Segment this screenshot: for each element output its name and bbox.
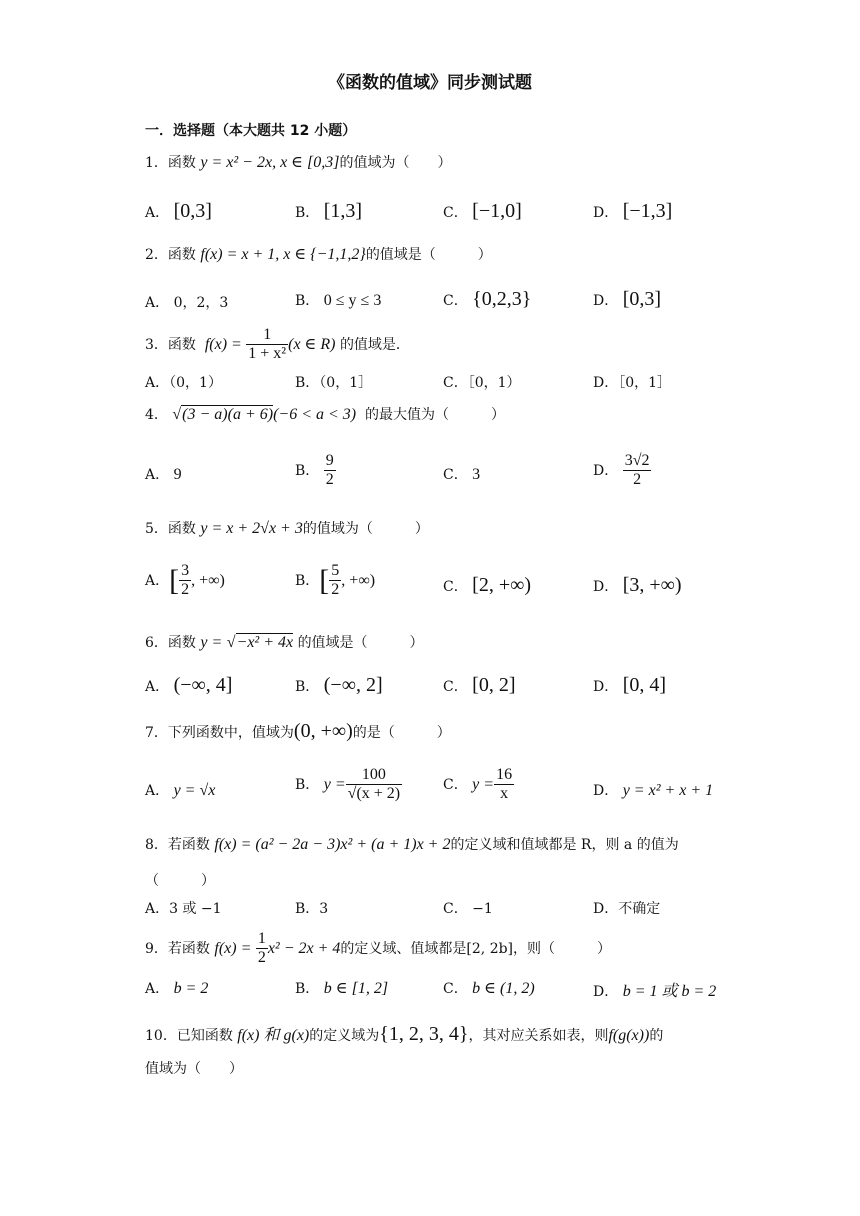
question-9-option-a: A． b = 2 <box>145 980 209 997</box>
question-6-option-b: B． (−∞, 2] <box>295 674 383 696</box>
question-9-fraction: $\frac{1}{2}$ <box>257 930 266 967</box>
question-5-option-b: B．[ $\frac{5}{2}$ , +∞) <box>295 562 376 599</box>
question-8-option-a: A．3 或 −1 <box>145 901 222 917</box>
question-4-option-b: B． $\frac{9}{2}$ <box>295 452 334 489</box>
question-9-stem: 9．若函数 f(x) = $\frac{1}{2}$ x² − 2x + 4的定义域、值域都是[2, 2b]，则（ ） <box>145 930 612 967</box>
question-5-option-c: C． [2, +∞) <box>443 574 532 596</box>
question-4-option-a: A． 9 <box>145 466 182 483</box>
question-10-stem-line2: 值域为（ ） <box>145 1061 243 1077</box>
section-heading: 一．选择题（本大题共 12 小题） <box>145 123 357 139</box>
question-4-option-d: D． $\frac{3√2}{2}$ <box>593 452 650 489</box>
question-8-formula: f(x) = (a² − 2a − 3)x² + (a + 1)x + 2 <box>214 836 451 853</box>
question-7-option-b: B． y = $\frac{100}{√(x + 2)}$ <box>295 766 401 803</box>
question-4-radicand: (3 − a)(a + 6) <box>182 406 274 423</box>
question-9-option-d: D． b = 1 或 b = 2 <box>593 983 717 1000</box>
question-1-option-a: A． [0,3] <box>145 200 212 222</box>
question-2-option-a: A． 0，2，3 <box>145 295 229 311</box>
question-3-fraction: $\frac{1}{\text{1 + x²}}$ <box>248 326 287 363</box>
question-5-option-a: A．[ $\frac{3}{2}$ , +∞) <box>145 562 225 599</box>
question-2-option-d: D． [0,3] <box>593 288 662 310</box>
question-7-option-c: C． y = $\frac{16}{x}$ <box>443 766 513 803</box>
question-8-stem-line2: （ ） <box>145 873 215 889</box>
question-5-option-d: D． [3, +∞) <box>593 574 682 596</box>
question-3-option-d: D．［0，1］ <box>593 375 672 391</box>
question-7-formula: (0, +∞) <box>293 720 353 742</box>
question-2-stem: 2．函数 f(x) = x + 1, x ∈ {−1,1,2}的值域是（ ） <box>145 246 492 263</box>
question-6-option-a: A． (−∞, 4] <box>145 674 233 696</box>
question-3-stem: 3．函数 f(x) = $\frac{1}{\text{1 + x²}}$ (x ∈ R) 的值域是． <box>145 326 410 363</box>
question-3-option-b: B．（0，1］ <box>295 375 373 391</box>
question-4-stem: 4． √(3 − a)(a + 6)(−6 < a < 3) 的最大值为（ ） <box>145 406 506 423</box>
question-5-formula: y = x + 2√x + 3 <box>200 520 303 537</box>
question-6-radicand: −x² + 4x <box>236 634 294 651</box>
question-7-stem: 7．下列函数中，值域为(0, +∞)的是（ ） <box>145 720 451 742</box>
question-7-option-a: A． y = √x <box>145 782 216 799</box>
question-6-option-c: C． [0, 2] <box>443 674 516 696</box>
question-6-stem: 6．函数 y = √−x² + 4x 的值域是（ ） <box>145 634 424 651</box>
question-9-option-c: C． b ∈ (1, 2) <box>443 980 535 997</box>
question-1-option-b: B． [1,3] <box>295 200 363 222</box>
question-8-stem: 8．若函数 f(x) = (a² − 2a − 3)x² + (a + 1)x + 2的定义域和值域都是 R，则 a 的值为 <box>145 836 679 853</box>
question-2-option-c: C． {0,2,3} <box>443 288 532 310</box>
question-10-stem: 10．已知函数 f(x) 和 g(x)的定义域为{1, 2, 3, 4}，其对应关系如表，则f(g(x))的 <box>145 1023 664 1045</box>
question-2-formula: f(x) = x + 1, x ∈ {−1,1,2} <box>200 246 366 263</box>
question-5-stem: 5．函数 y = x + 2√x + 3的值域为（ ） <box>145 520 429 537</box>
question-7-option-d: D． y = x² + x + 1 <box>593 782 714 799</box>
question-1-stem: 1．函数 y = x² − 2x, x ∈ [0,3]的值域为（ ） <box>145 154 452 171</box>
question-1-formula: y = x² − 2x, x ∈ [0,3] <box>200 154 340 171</box>
question-6-option-d: D． [0, 4] <box>593 674 667 696</box>
question-2-option-b: B． 0 ≤ y ≤ 3 <box>295 292 382 309</box>
document-title: 《函数的值域》同步测试题 <box>328 73 532 93</box>
question-8-option-c: C． −1 <box>443 901 493 917</box>
question-3-option-a: A．（0，1） <box>145 375 222 391</box>
question-8-option-b: B．3 <box>295 901 329 917</box>
question-1-option-c: C． [−1,0] <box>443 200 522 222</box>
question-4-option-c: C． 3 <box>443 466 481 483</box>
question-8-option-d: D．不确定 <box>593 901 661 917</box>
question-3-option-c: C．［0，1） <box>443 375 521 391</box>
question-9-option-b: B． b ∈ [1, 2] <box>295 980 389 997</box>
question-1-option-d: D． [−1,3] <box>593 200 673 222</box>
